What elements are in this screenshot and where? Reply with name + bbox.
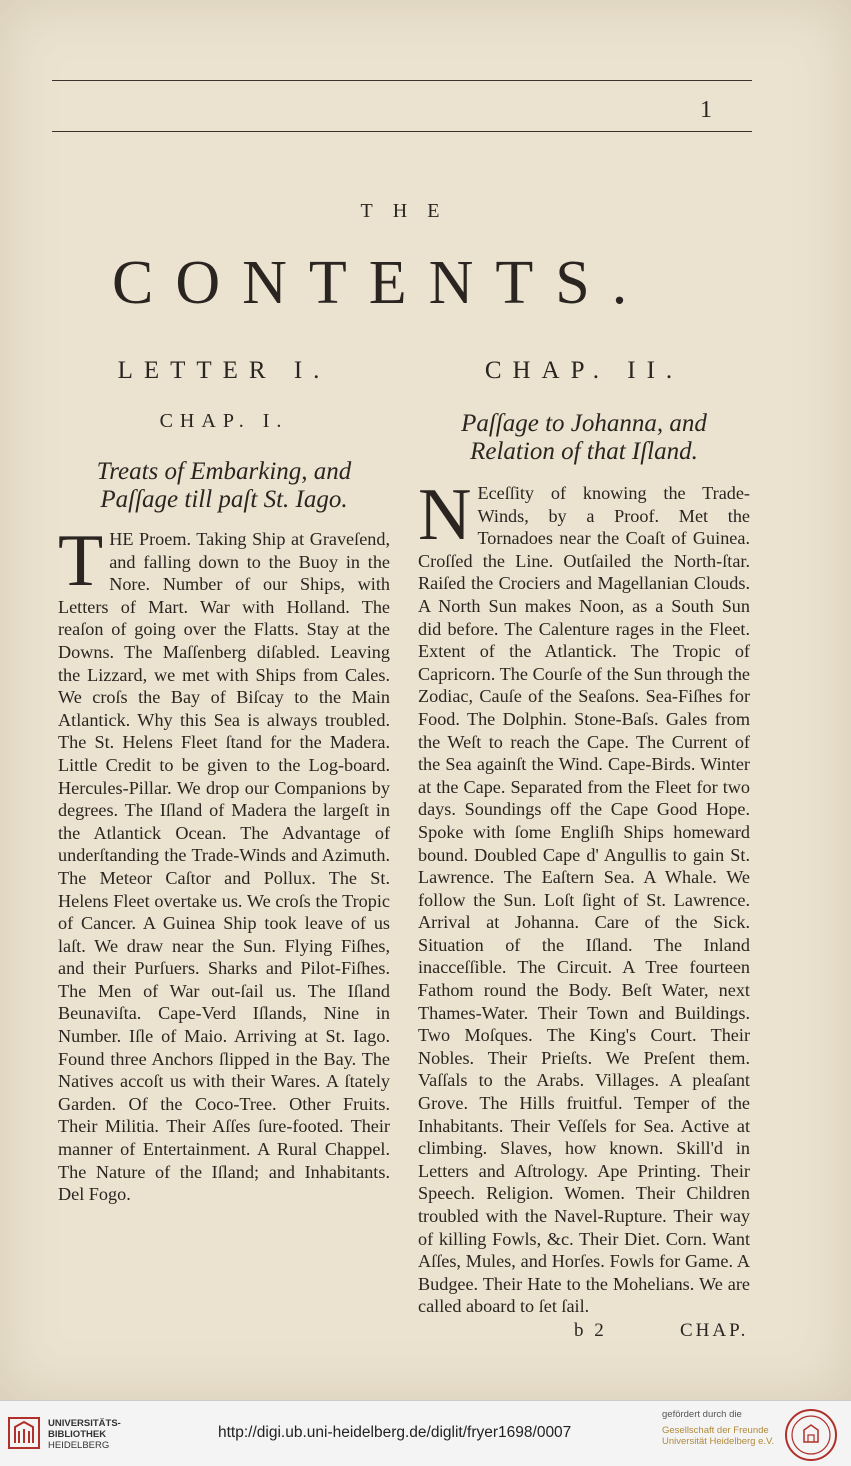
catchword: CHAP. [680, 1320, 749, 1341]
signature-mark: b 2 [574, 1320, 607, 1341]
top-rule [52, 80, 752, 81]
letter-heading: LETTER I. [117, 357, 331, 384]
page-number: 1 [700, 97, 712, 123]
sponsor-name: Gesellschaft der Freunde [662, 1424, 769, 1436]
title-the: THE [360, 200, 460, 222]
chapter-heading: CHAP. II. [484, 357, 684, 384]
drop-cap: N [418, 474, 472, 556]
university-seal-icon[interactable] [784, 1408, 838, 1462]
viewer-footer-bar [0, 1400, 851, 1466]
chapter-summary [58, 520, 390, 1206]
left-column [58, 357, 390, 1206]
chapter-subtitle: Treats of Embarking, and Paſſage till paſt St. Iago. [96, 458, 352, 513]
summary-text: Eceſſity of knowing the Trade-Winds, by a Proof. Met the Tornadoes near the Coaſt of Guinea. Croſſed the Line. Outſailed the North-ſtar. Raiſed the Crociers and Magellanian Clouds. A North Sun makes Noon, as a South Sun did before. The Calenture rages in the Fleet. Extent of the Atlantick. The Tropic of Capricorn. The Courſe of the Sun through the Zodiac, Cauſe of the Seaſons. Sea-Fiſhes for Food. The Dolphin. Stone-Baſs. Gales from the Weſt to reach the Cape. The Current of the Sea againſt the Wind. Cape-Birds. Winter at the Cape. Separated from the Fleet for two days. Soundings off the Cape Good Hope. Spoke with ſome Engliſh Ships homeward bound. Doubled Cape d' Angullis to gain St. Lawrence. The Eaſtern Sea. A Whale. We follow the Sun. Loſt ſight of St. Lawrence. Arrival at Johanna. Care of the Sick. Situation of the Iſland. The Inland inacceſſible. The Circuit. A Tree fourteen Fathom round the Body. Beſt Water, next Thames-Water. Their Town and Buildings. Two Moſques. The King's Court. Their Nobles. Their Prieſts. We Preſent them. Vaſſals to the Arabs. Villages. A pleaſant Grove. The Hills fruitful. Temper of the Inhabitants. Their Veſſels for Sea. Active at climbing. Slaves, how known. Skill'd in Letters and Aſtrology. Ape Printing. Their Speech. Religion. Women. Their Children troubled with the Navel-Rupture. Their way of killing Fowls, &c. Their Diet. Corn. Want Aſſes, Mules, and Horſes. Fowls for Game. A Budgee. Their Hate to the Mohelians. We are called aboard to ſet ſail. [418, 483, 750, 1317]
sponsor-intro: gefördert durch die [662, 1409, 742, 1420]
library-name-line: UNIVERSITÄTS- [48, 1418, 121, 1429]
chapter-subtitle: Paſſage to Johanna, and Relation of that Iſland. [461, 410, 707, 465]
library-logo-icon[interactable] [8, 1417, 40, 1449]
page-title: CONTENTS. [112, 249, 650, 317]
right-column [418, 357, 750, 1318]
library-name-line: BIBLIOTHEK [48, 1429, 107, 1440]
header-rule [52, 131, 752, 132]
library-name-line: HEIDELBERG [48, 1440, 110, 1451]
chapter-summary [418, 474, 750, 1318]
library-name[interactable] [48, 1418, 121, 1451]
permalink-url[interactable]: http://digi.ub.uni-heidelberg.de/diglit/fryer1698/0007 [218, 1424, 572, 1441]
chapter-heading: CHAP. I. [159, 410, 289, 432]
summary-text: HE Proem. Taking Ship at Graveſend, and falling down to the Buoy in the Nore. Number of our Ships, with Letters of Mart. War with Holland. The reaſon of going over the Flatts. Stay at the Downs. The Maſſenberg diſabled. Leaving the Lizzard, we met with Ships from Cales. We croſs the Bay of Biſcay to the Main Atlantick. Why this Sea is always troubled. The St. Helens Fleet ſtand for the Madera. Little Credit to be given to the Log-board. Hercules-Pillar. We drop our Companions by degrees. The Iſland of Madera the largeſt in the Atlantick Ocean. The Advantage of underſtanding the Trade-Winds and Azimuth. The Meteor Caſtor and Pollux. The St. Helens Fleet overtake us. We croſs the Tropic of Cancer. A Guinea Ship took leave of us laſt. We draw near the Sun. Flying Fiſhes, and their Purſuers. Sharks and Pilot-Fiſhes. The Men of War out-ſail us. The Iſland Beunaviſta. Cape-Verd Iſlands, Nine in Number. Iſle of Maio. Arriving at St. Iago. Found three Anchors ſlipped in the Bay. The Natives accoſt us with their Wares. A ſtately Garden. Of the Coco-Tree. Other Fruits. Their Militia. Their Aſſes ſure-footed. Their manner of Entertainment. A Rural Chappel. The Nature of the Iſland; and Inhabitants. Del Fogo. [58, 529, 390, 1205]
drop-cap: T [58, 520, 104, 602]
sponsor-name: Universität Heidelberg e.V. [662, 1436, 775, 1447]
sponsor-credit[interactable] [662, 1409, 774, 1448]
